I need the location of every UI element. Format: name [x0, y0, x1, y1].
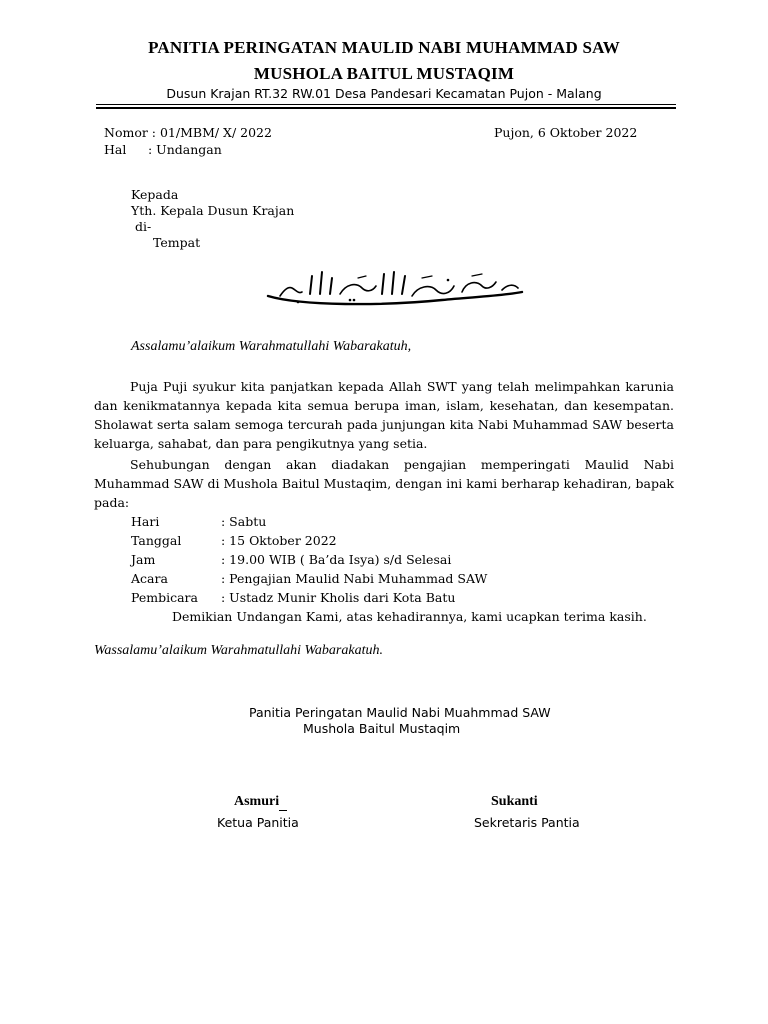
detail-label: Jam	[131, 552, 156, 567]
subject-value: : Undangan	[148, 142, 222, 157]
header-rule-thin	[96, 104, 676, 105]
signatory-1-name: Asmuri	[234, 794, 280, 809]
detail-label: Hari	[131, 514, 160, 529]
signatory-2-role: Sekretaris Pantia	[474, 815, 580, 830]
letterhead-subtitle: MUSHOLA BAITUL MUSTAQIM	[253, 64, 515, 83]
closing-salam: Wassalamu’alaikum Warahmatullahi Wabarakatuh.	[94, 643, 383, 658]
detail-row	[131, 569, 487, 589]
detail-value: : Pengajian Maulid Nabi Muhammad SAW	[221, 571, 488, 586]
detail-value: : 19.00 WIB ( Ba’da Isya) s/d Selesai	[221, 552, 452, 567]
paragraph-2-text: Sehubungan dengan akan diadakan pengajian memperingati Maulid Nabi Muhammad SAW di Mushola Baitul Mustaqim, dengan ini kami berharap kehadiran, bapak pada:	[94, 457, 674, 510]
opening-salam: Assalamu’alaikum Warahmatullahi Wabarakatuh,	[131, 339, 412, 354]
closing-text: Demikian Undangan Kami, atas kehadirannya, kami ucapkan terima kasih.	[172, 609, 647, 624]
committee-place: Mushola Baitul Mustaqim	[303, 721, 461, 736]
recipient-tempat: Tempat	[153, 235, 201, 250]
letterhead-title: PANITIA PERINGATAN MAULID NABI MUHAMMAD SAW	[148, 38, 620, 57]
recipient-di: di-	[135, 219, 152, 234]
committee-name: Panitia Peringatan Maulid Nabi Muahmmad SAW	[249, 705, 551, 720]
detail-value: : Sabtu	[221, 514, 267, 529]
detail-row	[131, 512, 266, 532]
detail-value: : 15 Oktober 2022	[221, 533, 337, 548]
detail-value: : Ustadz Munir Kholis dari Kota Batu	[221, 590, 456, 605]
signatory-2-name: Sukanti	[491, 794, 538, 809]
letterhead-address: Dusun Krajan RT.32 RW.01 Desa Pandesari Kecamatan Pujon - Malang	[166, 86, 602, 101]
signatory-1-role: Ketua Panitia	[217, 815, 299, 830]
recipient-yth: Yth. Kepala Dusun Krajan	[131, 203, 295, 218]
detail-label: Tanggal	[131, 533, 182, 548]
recipient-kepada: Kepada	[131, 187, 179, 202]
signatory-1-underline	[279, 810, 287, 811]
bismillah-calligraphy-icon	[262, 266, 528, 310]
place-date: Pujon, 6 Oktober 2022	[494, 125, 638, 140]
detail-label: Pembicara	[131, 590, 198, 605]
paragraph-1-text: Puja Puji syukur kita panjatkan kepada Allah SWT yang telah melimpahkan karunia dan kenikmatannya kepada kita semua berupa iman, islam, kesehatan, dan kesempatan. Sholawat serta salam semoga tercurah pada junjungan kita Nabi Muhammad SAW beserta keluarga, sahabat, dan para pengikutnya yang setia.	[94, 379, 674, 451]
paragraph-1	[94, 377, 674, 453]
detail-row	[131, 550, 451, 570]
detail-row	[131, 588, 455, 608]
detail-label: Acara	[131, 571, 168, 586]
header-rule-thick	[96, 107, 676, 109]
letter-number: Nomor : 01/MBM/ X/ 2022	[104, 125, 272, 140]
subject-label: Hal	[104, 142, 127, 157]
paragraph-2	[94, 455, 674, 512]
detail-row	[131, 531, 337, 551]
